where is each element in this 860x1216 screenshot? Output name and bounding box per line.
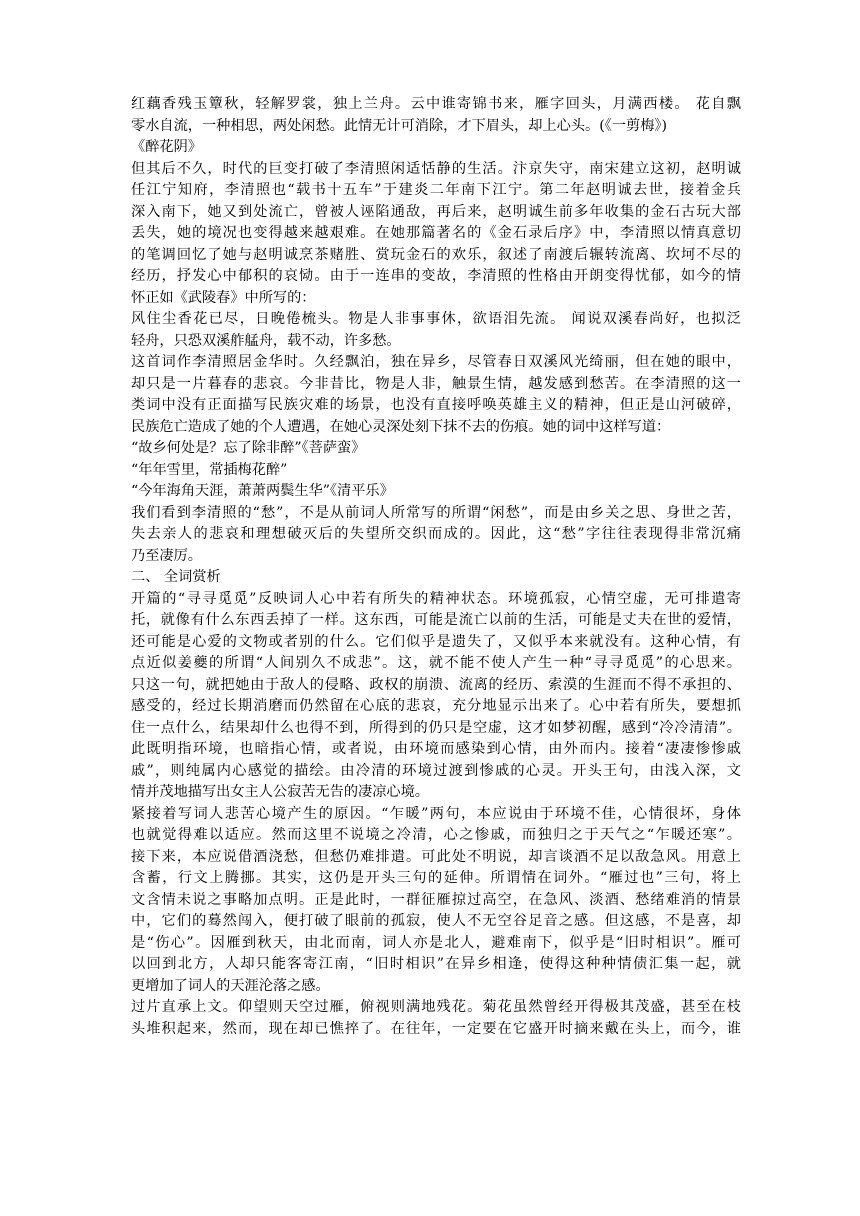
text-line: 我们看到李清照的“愁”，不是从前词人所常写的所谓“闲愁”，而是由乡关之思、身世之苦， <box>131 504 741 521</box>
text-line: 丢失，她的境况也变得越来越艰难。在她那篇著名的《金石录后序》中，李清照以情真意切 <box>131 225 741 241</box>
text-line: 此既明指环境，也暗指心情，或者说，由环境而感染到心情，由外而内。接着“凄凄惨惨戚 <box>131 741 741 757</box>
text-line: 住一点什么，结果却什么也得不到，所得到的仍只是空虚，这才如梦初醒，感到“冷冷清清”。 <box>131 719 741 736</box>
text-line: 感受的，经过长期消磨而仍然留在心底的悲哀，充分地显示出来了。心中若有所失，要想抓 <box>131 698 741 714</box>
text-line: “故乡何处是？忘了除非醉”《菩萨蛮》 <box>131 440 366 456</box>
text-line: “今年海角天涯，萧萧两鬓生华”《清平乐》 <box>131 483 394 499</box>
text-line: 失去亲人的悲哀和理想破灭后的失望所交织而成的。因此，这“愁”字往往表现得非常沉痛 <box>131 526 741 542</box>
document-page <box>131 94 741 1040</box>
text-line: 这首词作李清照居金华时。久经飘泊，独在异乡，尽管春日双溪风光绮丽，但在她的眼中， <box>131 354 741 370</box>
text-line: 还可能是心爱的文物或者别的什么。它们似乎是遗失了，又似乎本来就没有。这种心情，有 <box>131 633 741 650</box>
section-heading: 二、 全词赏析 <box>131 569 221 585</box>
text-line: 中，它们的蓦然闯入，便打破了眼前的孤寂，使人不无空谷足音之感。但这感，不是喜，却 <box>131 913 741 929</box>
text-line: 零水自流，一种相思，两处闲愁。此情无计可消除，才下眉头，却上心头。(《一剪梅》) <box>131 117 667 134</box>
text-line: 的笔调回忆了她与赵明诚烹茶赌胜、赏玩金石的欢乐，叙述了南渡后辗转流离、坎坷不尽的 <box>131 246 741 263</box>
text-line: 《醉花阴》 <box>131 139 202 155</box>
text-line: 开篇的“寻寻觅觅”反映词人心中若有所失的精神状态。环境孤寂，心情空虚，无可排遣寄 <box>131 590 741 607</box>
text-line: 也就觉得难以适应。然而这里不说境之冷清，心之惨戚，而独归之于天气之“乍暖还寒”。 <box>131 827 741 843</box>
text-line: 却只是一片暮春的悲哀。今非昔比，物是人非，触景生情，越发感到愁苦。在李清照的这一 <box>131 375 741 392</box>
text-line: 只这一句，就把她由于敌人的侵略、政权的崩溃、流离的经历、索漠的生涯而不得不承担的、 <box>131 676 741 693</box>
text-line: 民族危亡造成了她的个人遭遇，在她心灵深处刻下抹不去的伤痕。她的词中这样写道： <box>131 418 671 435</box>
text-line: 类词中没有正面描写民族灾难的场景，也没有直接呼唤英雄主义的精神，但正是山河破碎， <box>131 397 741 413</box>
text-line: 任江宁知府，李清照也“载书十五车”于建炎二年南下江宁。第二年赵明诚去世，接着金兵 <box>131 182 741 198</box>
text-line: 经历，抒发心中郁积的哀恸。由于一连串的变故，李清照的性格由开朗变得忧郁，如今的情 <box>131 268 741 284</box>
text-line: 深入南下，她又到处流亡，曾被人诬陷通敌，再后来，赵明诚生前多年收集的金石古玩大部 <box>131 203 741 220</box>
text-line: 是“伤心”。因雁到秋天，由北而南，词人亦是北人，避难南下，似乎是“旧时相识”。雁可 <box>131 934 741 951</box>
text-line: 但其后不久，时代的巨变打破了李清照闲适恬静的生活。汴京失守，南宋建立这初，赵明诚 <box>131 160 741 177</box>
text-line: 点近似姜夔的所谓“人间别久不成悲”。这，就不能不使人产生一种“寻寻觅觅”的心思来。 <box>131 655 741 671</box>
text-line: 头堆积起来，然而，现在却已憔捽了。在往年，一定要在它盛开时摘来戴在头上，而今，谁 <box>131 1020 741 1037</box>
text-line: 紧接着写词人悲苦心境产生的原因。“乍暖”两句，本应说由于环境不佳，心情很坏，身体 <box>131 805 741 822</box>
text-line: 风住尘香花已尽，日晚倦梳头。物是人非事事休，欲语泪先流。 闻说双溪春尚好，也拟泛 <box>131 311 741 327</box>
text-line: 轻舟，只恐双溪舴艋舟，载不动，许多愁。 <box>131 332 401 349</box>
text-line: 过片直承上文。仰望则天空过雁，俯视则满地残花。菊花虽然曾经开得极其茂盛，甚至在枝 <box>131 999 741 1015</box>
text-line: 乃至凄厉。 <box>131 547 202 564</box>
text-line: “年年雪里，常插梅花醉” <box>131 461 288 478</box>
text-line: 更增加了词人的天涯沦落之感。 <box>131 977 330 994</box>
text-line: 怀正如《武陵春》中所写的： <box>131 289 316 306</box>
text-line: 戚”，则纯属内心感觉的描绘。由冷清的环境过渡到惨戚的心灵。开头王句，由浅入深，文 <box>131 762 741 779</box>
text-line: 接下来，本应说借酒浇愁，但愁仍难排遣。可此处不明说，却言谈酒不足以敌急风。用意上 <box>131 848 741 865</box>
text-line: 含蓄，行文上腾挪。其实，这仍是开头三句的延伸。所谓情在词外。“雁过也”三句，将上 <box>131 870 741 886</box>
text-line: 托，就像有什么东西丢掉了一样。这东西，可能是流亡以前的生活，可能是丈夫在世的爱情， <box>131 612 741 628</box>
text-line: 情并茂地描写出女主人公寂苦无告的凄凉心境。 <box>131 784 429 800</box>
text-line: 红藕香残玉簟秋，轻解罗裳，独上兰舟。云中谁寄锦书来，雁字回头，月满西楼。 花自飘 <box>131 96 741 112</box>
text-line: 以回到北方，人却只能客寄江南，“旧时相识”在异乡相逢，使得这种种情债汇集一起，就 <box>131 956 741 972</box>
text-line: 文含情未说之事略加点明。正是此时，一群征雁掠过高空，在急风、淡酒、愁绪难消的情景 <box>131 891 741 908</box>
